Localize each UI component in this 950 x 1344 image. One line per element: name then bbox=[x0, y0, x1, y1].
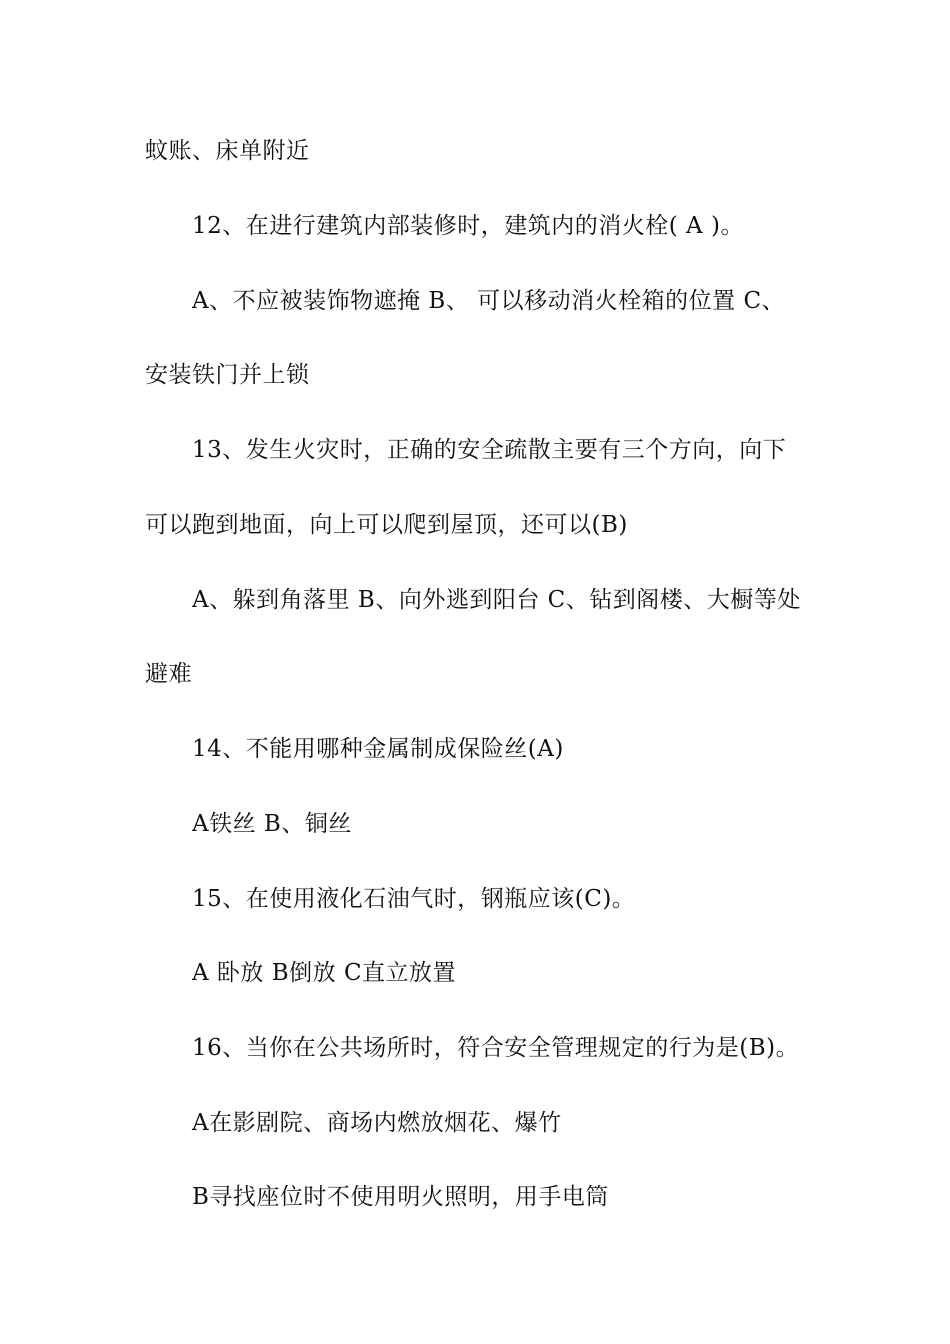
question-16-option-b: B寻找座位时不使用明火照明，用手电筒 bbox=[192, 1184, 609, 1210]
question-14-options: A铁丝 B、铜丝 bbox=[192, 811, 352, 837]
question-16-option-a: A在影剧院、商场内燃放烟花、爆竹 bbox=[192, 1110, 562, 1136]
question-16: 16、当你在公共场所时，符合安全管理规定的行为是(B)。 bbox=[192, 1035, 800, 1061]
question-13-options-cont: 避难 bbox=[145, 661, 192, 687]
question-15: 15、在使用液化石油气时，钢瓶应该(C)。 bbox=[192, 886, 636, 912]
question-12-options-cont: 安装铁门并上锁 bbox=[145, 362, 310, 388]
question-13-cont: 可以跑到地面，向上可以爬到屋顶，还可以(B) bbox=[145, 512, 628, 538]
text-line: 蚊账、床单附近 bbox=[145, 138, 310, 164]
question-14: 14、不能用哪种金属制成保险丝(A) bbox=[192, 736, 564, 762]
question-13: 13、发生火灾时，正确的安全疏散主要有三个方向，向下 bbox=[192, 437, 787, 463]
question-15-options: A 卧放 B倒放 C直立放置 bbox=[192, 960, 457, 986]
question-13-options: A、躲到角落里 B、向外逃到阳台 C、钻到阁楼、大橱等处 bbox=[192, 587, 801, 613]
question-12: 12、在进行建筑内部装修时，建筑内的消火栓( A )。 bbox=[192, 213, 744, 239]
question-12-options: A、不应被装饰物遮掩 B、 可以移动消火栓箱的位置 C、 bbox=[192, 288, 786, 314]
